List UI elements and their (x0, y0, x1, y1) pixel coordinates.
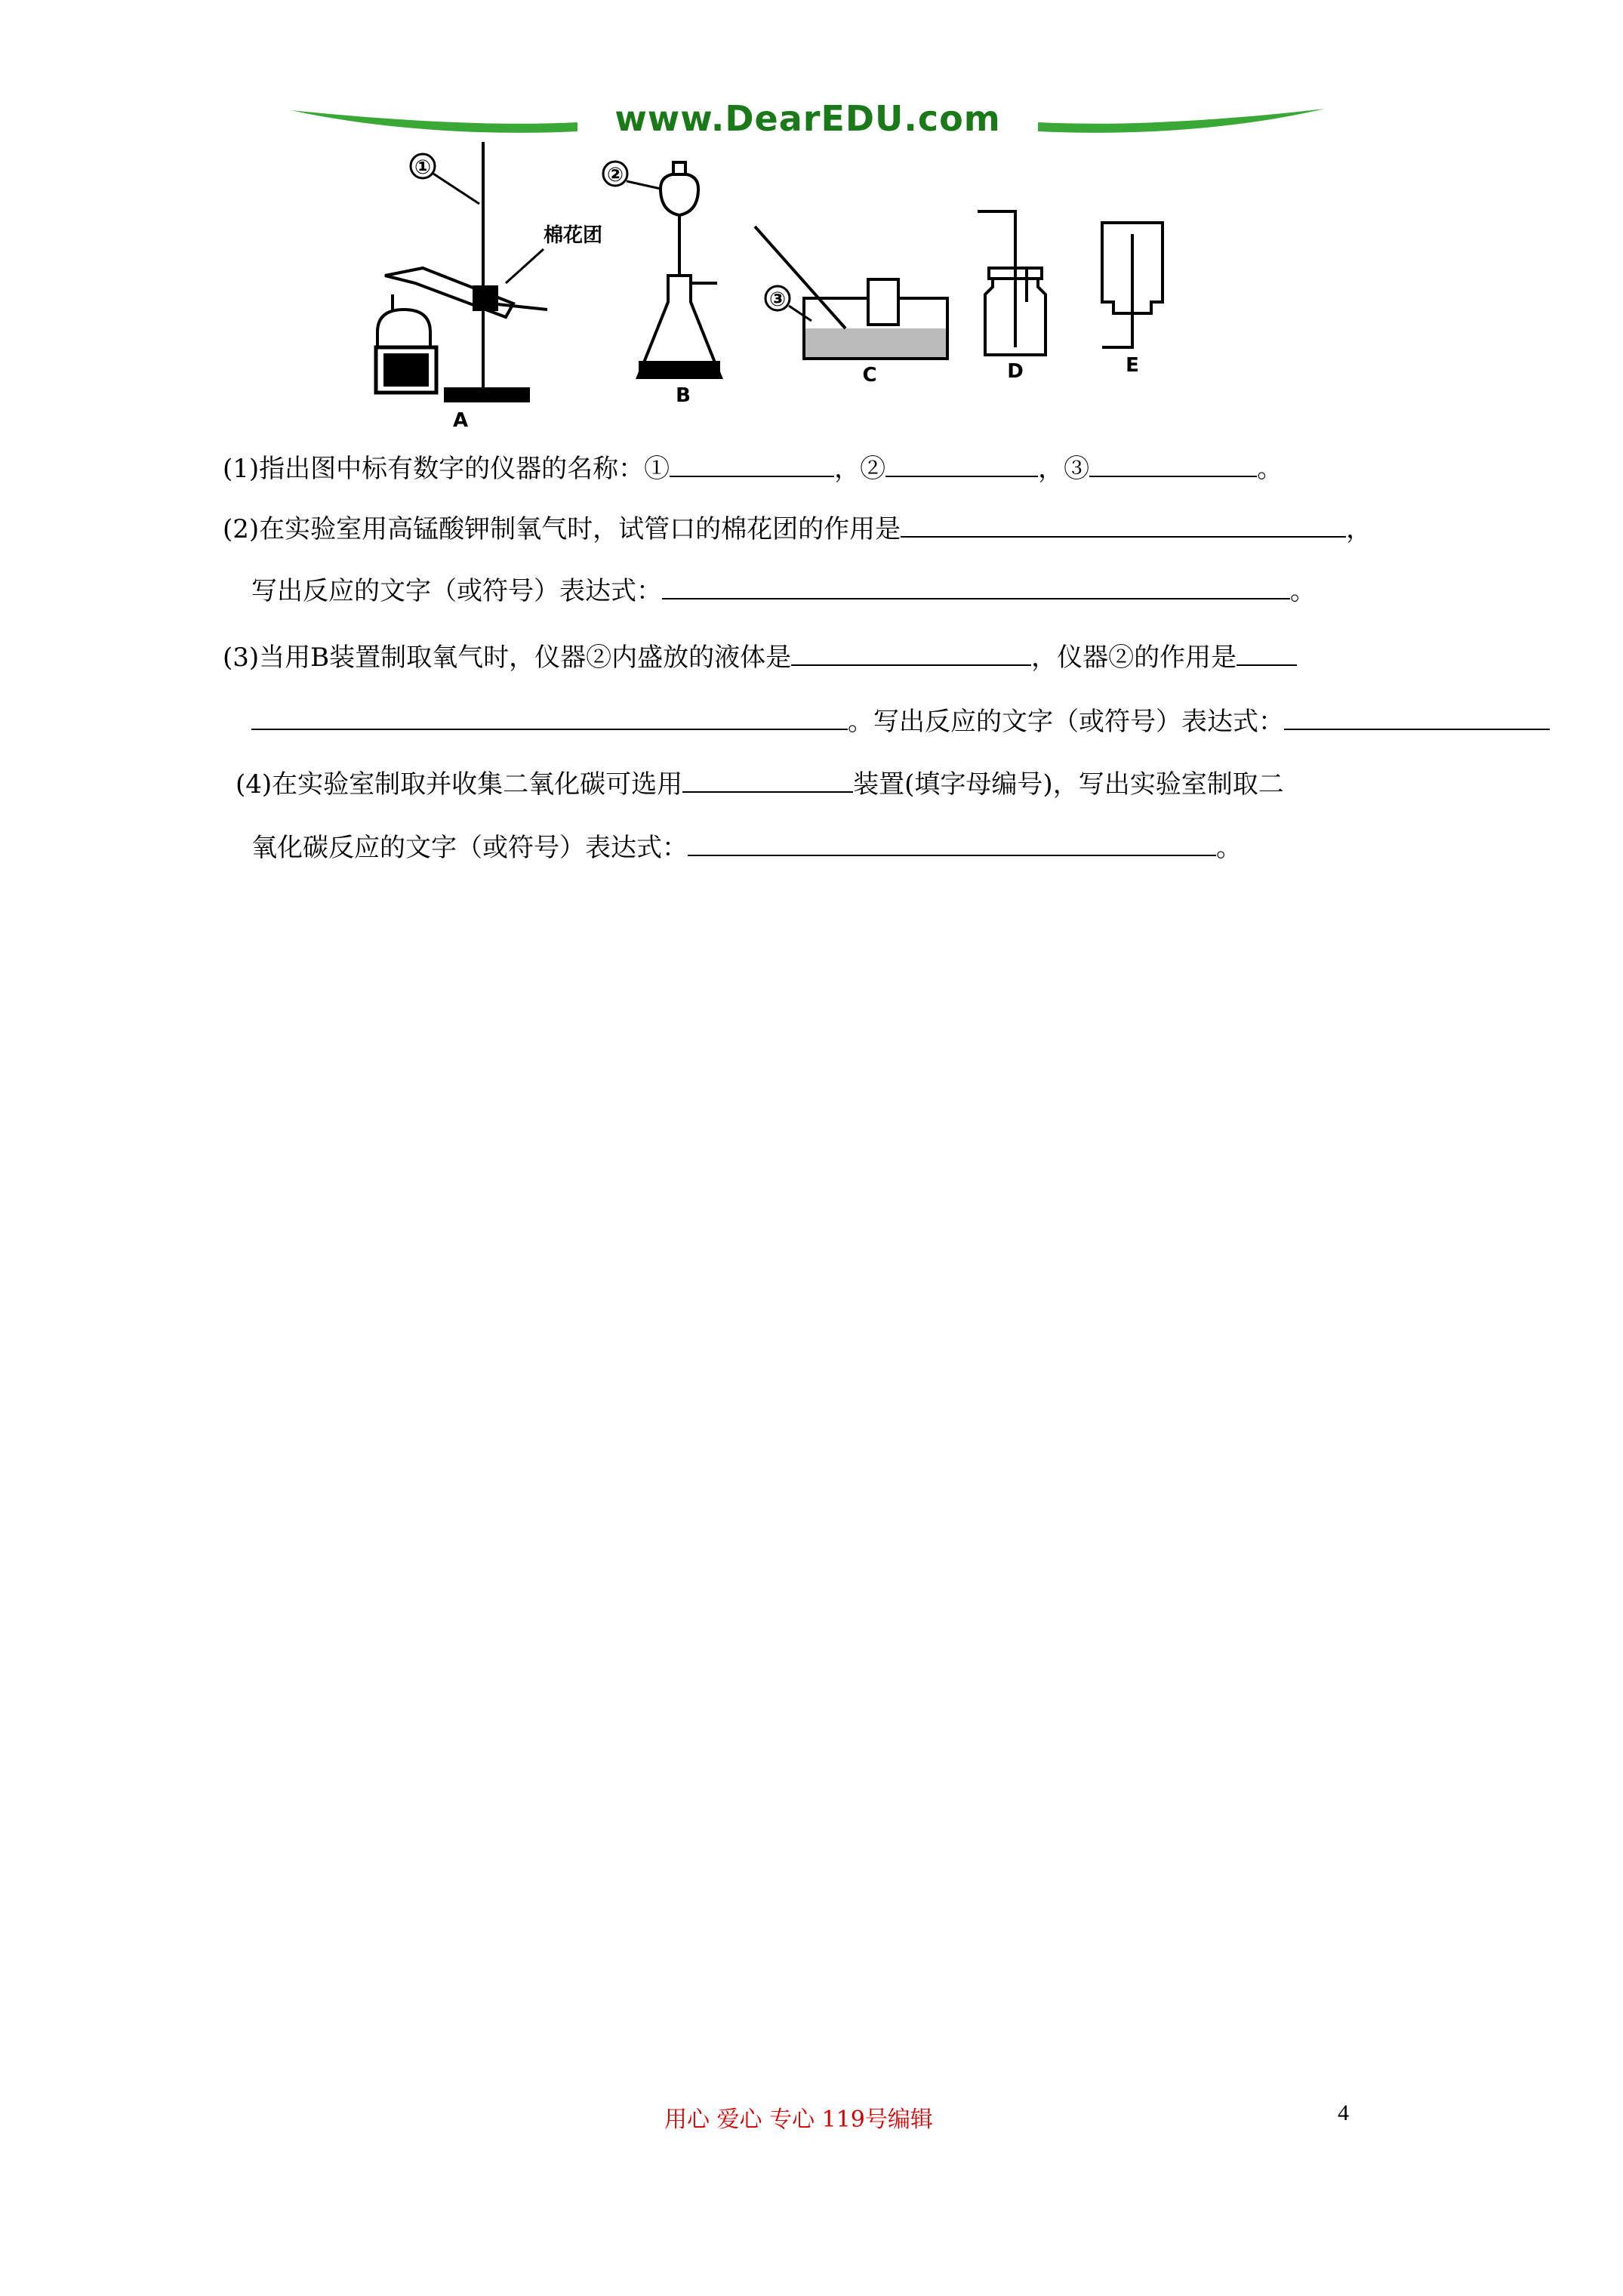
svg-text:②: ② (606, 164, 624, 186)
svg-text:A: A (452, 409, 469, 430)
question-2-comma: ， (1346, 514, 1372, 544)
answer-blank-1-2[interactable] (885, 453, 1038, 477)
question-3-line-2 (251, 706, 1550, 737)
question-2-line-1 (223, 513, 1372, 544)
question-1-sep-3: ，③ (1038, 454, 1090, 484)
question-4-end: 。 (1216, 833, 1242, 863)
question-1-prefix: (1)指出图中标有数字的仪器的名称：① (223, 454, 670, 484)
footer-text: 用心 爱心 专心 119号编辑 (664, 2106, 933, 2133)
svg-text:①: ① (414, 156, 432, 179)
answer-blank-4-1[interactable] (682, 769, 853, 793)
svg-text:C: C (862, 364, 877, 387)
apparatus-b (638, 162, 721, 378)
question-4-expression-label: 氧化碳反应的文字（或符号）表达式： (251, 833, 688, 863)
question-2-expression-label: 写出反应的文字（或符号）表达式： (251, 576, 662, 606)
question-1-end: 。 (1257, 454, 1283, 484)
answer-blank-2-1[interactable] (901, 513, 1346, 538)
svg-text:③: ③ (768, 288, 787, 311)
question-3-mid: ，仪器②的作用是 (1031, 643, 1237, 673)
marker-2 (603, 162, 661, 189)
site-name: www.DearEDU.com (614, 98, 1001, 139)
question-1 (223, 453, 1283, 484)
apparatus-a (376, 142, 547, 401)
apparatus-e (1102, 223, 1163, 347)
svg-text:B: B (676, 384, 691, 407)
page-number: 4 (1338, 2100, 1349, 2125)
cotton-label: 棉花团 (544, 224, 603, 247)
question-4-text: (4)在实验室制取并收集二氧化碳可选用 (236, 769, 683, 800)
question-2-end: 。 (1290, 576, 1316, 606)
answer-blank-2-2[interactable] (662, 575, 1290, 599)
apparatus-d (978, 211, 1046, 355)
question-4-line-1 (236, 769, 1284, 800)
answer-blank-3-2a[interactable] (1236, 642, 1297, 666)
svg-text:D: D (1007, 360, 1024, 383)
question-3-expression-label: 。写出反应的文字（或符号）表达式： (848, 707, 1284, 737)
answer-blank-3-3[interactable] (1284, 706, 1550, 730)
answer-blank-1-3[interactable] (1089, 453, 1257, 477)
question-2-text: (2)在实验室用高锰酸钾制氧气时，试管口的棉花团的作用是 (223, 514, 901, 544)
question-3-line-1 (223, 642, 1297, 673)
question-3-text: (3)当用B装置制取氧气时，仪器②内盛放的液体是 (223, 643, 792, 673)
answer-blank-3-1[interactable] (791, 642, 1031, 666)
answer-blank-3-2b[interactable] (251, 706, 848, 730)
svg-text:E: E (1126, 354, 1139, 377)
question-4-mid: 装置(填字母编号)，写出实验室制取二 (853, 769, 1284, 800)
question-2-line-2 (251, 575, 1316, 606)
lab-apparatus-diagram (362, 128, 1208, 430)
question-4-line-2 (251, 832, 1242, 863)
answer-blank-1-1[interactable] (670, 453, 834, 477)
answer-blank-4-2[interactable] (688, 832, 1216, 856)
question-1-sep-2: ，② (834, 454, 886, 484)
apparatus-figure (362, 128, 1208, 430)
marker-1 (411, 154, 479, 204)
